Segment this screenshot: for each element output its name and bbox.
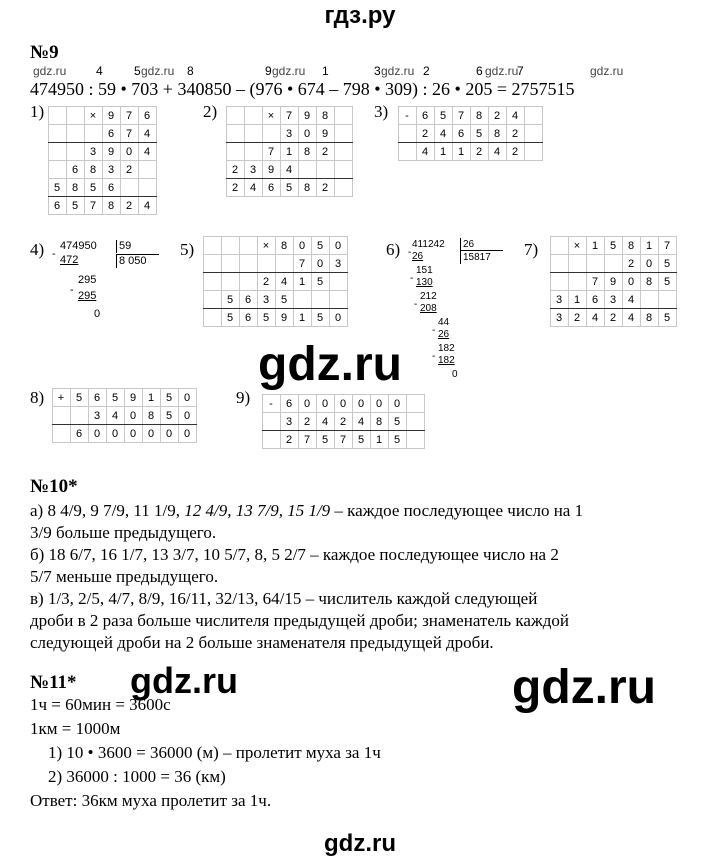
watermark-big: gdz.ru — [130, 660, 238, 701]
order-number: 3 — [374, 64, 381, 78]
watermark-big: gdz.ru — [258, 338, 402, 391]
task-11-line: 1ч = 60мин = 3600с — [30, 695, 171, 714]
task-11-line: 1км = 1000м — [30, 719, 121, 738]
order-number: 6 — [476, 64, 483, 78]
task-10-part-c: в) 1/3, 2/5, 4/7, 8/9, 16/11, 32/13, 64/15 – числитель каждой следующей дроби в 2 раза больше числителя предыдущей дроби; знаменатель каждой следующей дроби на 2 больше знаменателя предыдущей дроби. — [30, 589, 569, 652]
task-9-title: №9 — [30, 42, 59, 63]
task-11-answer: Ответ: 36км муха пролетит за 1ч. — [30, 791, 272, 810]
step-5-multiplication-grid: × 8 0 5 0 7 0 3 2 4 1 5 5 6 3 5 5 6 5 9 1 5 0 — [203, 236, 348, 327]
step-4-long-division: 474950 59 8 050 - 472 295 - 295 0 — [52, 240, 172, 330]
task-11-line: 2) 36000 : 1000 = 36 (км) — [48, 767, 226, 786]
watermark-small: gdz.ru — [272, 64, 306, 78]
step-2-multiplication-grid: × 7 9 8 3 0 9 7 1 8 2 2 3 9 4 2 4 6 5 8 2 — [226, 106, 353, 197]
watermark-small: gdz.ru — [141, 64, 175, 78]
order-number: 7 — [517, 64, 524, 78]
site-title: гдз.ру — [324, 2, 396, 29]
order-number: 1 — [322, 64, 329, 78]
step-label: 6) — [386, 240, 401, 259]
step-label: 9) — [236, 388, 251, 407]
task-9-expression: 474950 : 59 • 703 + 340850 – (976 • 674 – 798 • 309) : 26 • 205 = 2757515 — [30, 79, 575, 99]
step-3-subtraction-grid: - 6 5 7 8 2 4 2 4 6 5 8 2 4 1 1 2 4 2 — [398, 106, 543, 161]
watermark-small: gdz.ru — [485, 64, 519, 78]
task-11-title: №11* — [30, 672, 77, 693]
watermark-small: gdz.ru — [33, 64, 67, 78]
watermark-small: gdz.ru — [381, 64, 415, 78]
order-number: 5 — [134, 64, 141, 78]
step-label: 4) — [30, 240, 45, 259]
step-label: 3) — [374, 102, 389, 121]
step-label: 8) — [30, 388, 45, 407]
task-10-title: №10* — [30, 476, 78, 497]
task-10-part-a: а) 8 4/9, 9 7/9, 11 1/9, 12 4/9, 13 7/9, 15 1/9 – каждое последующее число на 1 3/9 больше предыдущего. — [30, 501, 584, 542]
step-label: 1) — [30, 102, 45, 121]
order-number: 9 — [265, 64, 272, 78]
order-number: 2 — [423, 64, 430, 78]
task-11-line: 1) 10 • 3600 = 36000 (м) – пролетит муха за 1ч — [48, 743, 381, 762]
step-1-multiplication-grid: × 9 7 6 6 7 4 3 9 0 4 6 8 3 2 5 8 5 6 6 5 7 8 2 4 — [48, 106, 157, 215]
watermark-small: gdz.ru — [590, 64, 624, 78]
step-label: 5) — [180, 240, 195, 259]
step-8-addition-grid: + 5 6 5 9 1 5 0 3 4 0 8 5 0 6 0 0 0 0 0 0 — [52, 388, 197, 443]
step-9-subtraction-grid: - 6 0 0 0 0 0 0 3 2 4 2 4 8 5 2 7 5 7 5 1 5 — [262, 394, 425, 449]
order-number: 4 — [96, 64, 103, 78]
order-number: 8 — [187, 64, 194, 78]
step-label: 7) — [524, 240, 539, 259]
task-10-part-b: б) 18 6/7, 16 1/7, 13 3/7, 10 5/7, 8, 5 2/7 – каждое последующее число на 2 5/7 меньше предыдущего. — [30, 545, 559, 586]
footer-watermark: gdz.ru — [324, 830, 396, 857]
step-7-multiplication-grid: × 1 5 8 1 7 2 0 5 7 9 0 8 5 3 1 6 3 4 3 2 4 2 4 8 5 — [550, 236, 677, 327]
watermark-big: gdz.ru — [512, 661, 656, 714]
step-6-long-division: 411242 26 15817 - 26 151 - 130 212 - 208 44 - 26 182 - 182 0 — [408, 238, 518, 414]
step-label: 2) — [203, 102, 218, 121]
